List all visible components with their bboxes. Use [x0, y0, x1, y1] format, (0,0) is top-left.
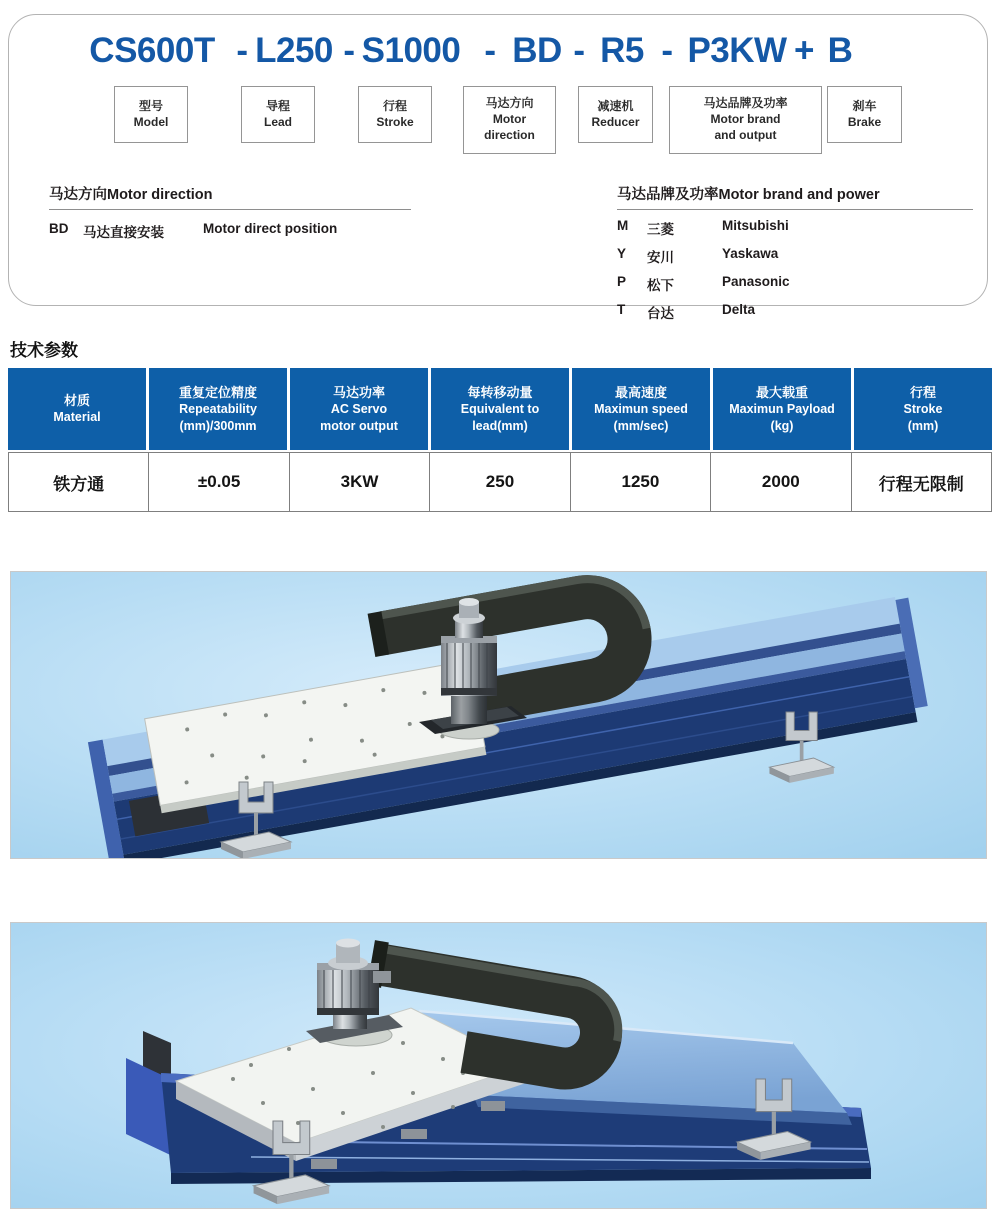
field-label-en: Model [133, 114, 169, 129]
actuator-render-1 [11, 572, 986, 858]
model-separator-plus: + [794, 31, 814, 70]
field-box-lead [241, 86, 315, 143]
spec-header-stroke: 行程 Stroke (mm) [854, 368, 992, 450]
spec-table-data-row [8, 452, 992, 512]
brand-code: P [617, 274, 627, 289]
field-label-zh: 导程 [265, 98, 290, 113]
field-label-zh: 型号 [138, 98, 163, 113]
spec-value-repeatability: ±0.05 [148, 453, 288, 511]
spec-value-stroke: 行程无限制 [851, 453, 991, 511]
model-segment-reducer: R5 [600, 31, 644, 70]
field-label-zh: 刹车 [852, 98, 877, 113]
field-box-motor-brand [669, 86, 822, 154]
field-label-en: Lead [263, 114, 292, 129]
product-image-1 [10, 571, 987, 859]
motor-direction-heading [49, 183, 411, 210]
field-box-model [114, 86, 188, 143]
brand-row [617, 274, 973, 294]
model-code-panel [8, 14, 988, 321]
motor-direction-row [49, 221, 411, 241]
heading-en: Motor direction [107, 187, 213, 203]
model-separator: - [573, 31, 585, 70]
model-segment-stroke: S1000 [361, 31, 461, 70]
model-segment-direction: BD [512, 31, 562, 70]
spec-header-repeatability: 重复定位精度 Repeatability (mm)/300mm [149, 368, 287, 450]
heading-zh: 马达方向 [49, 187, 107, 203]
brand-en: Yaskawa [722, 246, 779, 261]
field-label-zh: 行程 [382, 98, 407, 113]
direction-en: Motor direct position [203, 221, 338, 236]
brand-zh: 三菱 [647, 222, 674, 237]
brand-en: Mitsubishi [722, 218, 789, 233]
field-box-motor-direction [463, 86, 556, 154]
field-box-brake [827, 86, 902, 143]
brand-zh: 松下 [647, 278, 674, 293]
model-segment-brake: B [827, 31, 853, 70]
field-label-en: Reducer [591, 114, 640, 129]
spec-value-max-payload: 2000 [710, 453, 850, 511]
spec-header-motor-output: 马达功率 AC Servo motor output [290, 368, 428, 450]
model-segment-lead: L250 [255, 31, 333, 70]
spec-value-material: 铁方通 [53, 474, 105, 494]
brand-en: Delta [722, 302, 756, 317]
heading-zh: 马达品牌及功率 [617, 187, 719, 203]
spec-header-max-payload: 最大载重 Maximun Payload (kg) [713, 368, 851, 450]
field-label-en: Brake [847, 114, 882, 129]
direction-zh: 马达直接安装 [83, 225, 164, 240]
model-segment-power: P3KW [687, 31, 787, 70]
field-label-en: Motor direction [484, 112, 535, 142]
spec-value-lead: 250 [429, 453, 569, 511]
direction-code: BD [49, 221, 69, 236]
field-box-stroke [358, 86, 432, 143]
spec-header-material: 材质 Material [8, 368, 146, 450]
spec-value-max-speed: 1250 [570, 453, 710, 511]
brand-zh: 安川 [647, 250, 674, 265]
spec-header-lead: 每转移动量 Equivalent to lead(mm) [431, 368, 569, 450]
spec-table-header-row [8, 368, 992, 450]
spec-table [8, 368, 992, 512]
spec-header-max-speed: 最高速度 Maximun speed (mm/sec) [572, 368, 710, 450]
model-separator: - [661, 31, 673, 70]
field-label-zh: 马达品牌及功率 [703, 96, 788, 111]
field-label-en: Stroke [376, 114, 414, 129]
motor-brand-heading [617, 183, 973, 210]
spec-section-title: 技术参数 [10, 341, 78, 360]
model-code-title [9, 31, 987, 75]
field-label-en: Motor brand and output [710, 112, 781, 142]
model-segment-model: CS600T [89, 31, 215, 70]
brand-code: T [617, 302, 626, 317]
product-image-2 [10, 922, 987, 1209]
brand-zh: 台达 [647, 306, 674, 321]
spec-value-motor-output: 3KW [289, 453, 429, 511]
motor-direction-section [49, 183, 411, 241]
field-box-reducer [578, 86, 653, 143]
model-separator: - [236, 31, 248, 70]
brand-code: M [617, 218, 629, 233]
brand-row [617, 302, 973, 322]
field-label-zh: 马达方向 [485, 96, 534, 111]
heading-en: Motor brand and power [718, 187, 880, 203]
brand-row [617, 218, 973, 238]
actuator-render-2 [11, 923, 986, 1208]
brand-code: Y [617, 246, 627, 261]
motor-brand-section [617, 183, 973, 322]
field-label-zh: 减速机 [597, 98, 634, 113]
brand-en: Panasonic [722, 274, 790, 289]
model-separator: - [484, 31, 496, 70]
brand-row [617, 246, 973, 266]
model-separator: - [343, 31, 355, 70]
